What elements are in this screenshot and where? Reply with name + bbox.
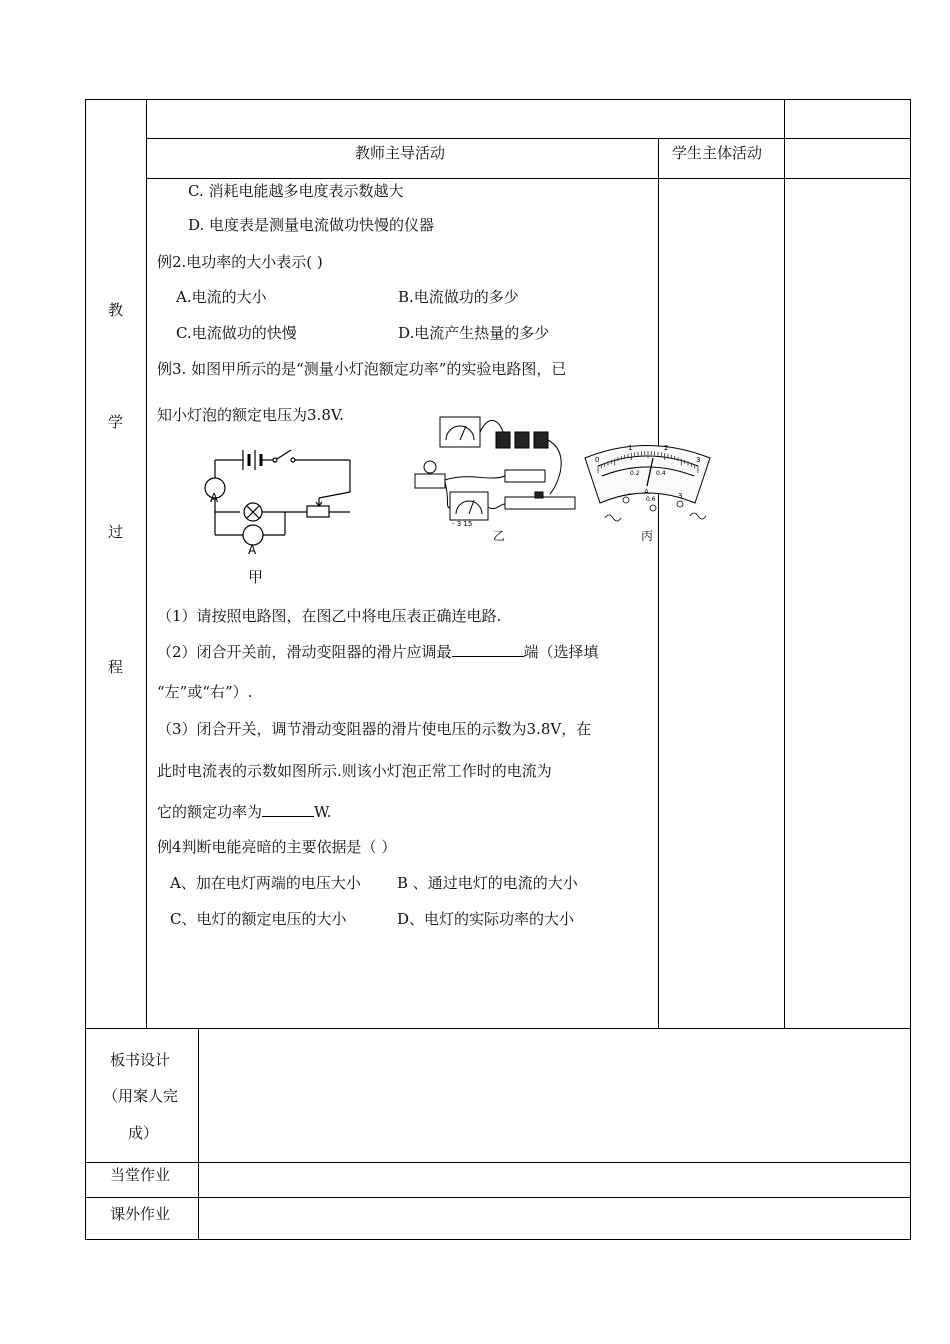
example3-question-line2: 知小灯泡的额定电压为3.8V.: [157, 406, 344, 424]
table-top-border: [85, 99, 911, 100]
student-activity-header: 学生主体活动: [672, 144, 763, 162]
example4-option-c: C、电灯的额定电压的大小: [170, 910, 347, 928]
terminal-label: -: [628, 490, 631, 498]
question-3-text: 它的额定功率为: [157, 803, 263, 821]
board-design-sub: （用案人完: [103, 1087, 179, 1105]
section-label-char: 程: [108, 658, 124, 676]
board-bottom: [85, 1162, 911, 1163]
section-label-char: 学: [108, 413, 124, 431]
dial-scale-label: 3: [696, 456, 701, 464]
circuit-diagram-jia: [195, 440, 365, 560]
voltmeter-terminals: - 3 15: [452, 520, 473, 528]
question-3-line2: 此时电流表的示数如图所示.则该小灯泡正常工作时的电流为: [157, 762, 552, 780]
example2-option-d: D.电流产生热量的多少: [398, 324, 550, 342]
example4-option-a: A、加在电灯两端的电压大小: [170, 874, 361, 892]
ammeter-label: A: [210, 491, 219, 505]
dial-scale-label: 1: [628, 444, 633, 452]
terminal-label: 0.6: [646, 496, 656, 503]
example2-question: 例2.电功率的大小表示( ): [157, 253, 323, 271]
extra-col-divider: [784, 99, 785, 1029]
example4-option-b: B 、通过电灯的电流的大小: [397, 874, 578, 892]
header-bottom: [146, 178, 911, 179]
teacher-activity-header: 教师主导活动: [355, 144, 446, 162]
board-design-sub2: 成）: [128, 1124, 159, 1142]
table-bottom-border: [85, 1239, 911, 1240]
question-3-line1: （3）闭合开关，调节滑动变阻器的滑片使电压的示数为3.8V，在: [157, 720, 592, 738]
question-3-unit: W.: [314, 803, 332, 821]
label-col-divider: [146, 99, 147, 1029]
dial-sub-label: 0.4: [656, 470, 666, 477]
section-label-char: 过: [108, 523, 124, 541]
footer-label-divider: [198, 1028, 199, 1240]
example2-option-b: B.电流做功的多少: [398, 288, 519, 306]
question-3-line3: [157, 805, 332, 820]
table-left-border: [85, 99, 86, 1240]
section-label-char: 教: [108, 301, 124, 319]
question-2-line1: [157, 645, 599, 660]
ammeter-label: A: [248, 543, 257, 557]
dial-scale-label: 0: [595, 456, 600, 464]
example2-option-c: C.电流做功的快慢: [176, 324, 297, 342]
answer-blank-power[interactable]: [262, 816, 314, 817]
question-1: （1）请按照电路图，在图乙中将电压表正确连电路.: [157, 607, 502, 625]
question-2-tail: 端（选择填: [523, 643, 599, 661]
figure-label-bing: 丙: [641, 529, 654, 543]
question-2-text: （2）闭合开关前，滑动变阻器的滑片应调最: [157, 643, 452, 661]
option-c-line: C. 消耗电能越多电度表示数越大: [188, 182, 404, 200]
answer-blank-end[interactable]: [452, 656, 524, 657]
dial-scale-label: 2: [664, 444, 669, 452]
terminal-label: 3: [678, 492, 683, 500]
dial-sub-label: 0.2: [630, 470, 640, 477]
figure-label-jia: 甲: [248, 568, 264, 586]
example3-question-line1: 例3. 如图甲所示的是“测量小灯泡额定功率”的实验电路图，已: [157, 360, 567, 378]
option-d-line: D. 电度表是测量电流做功快慢的仪器: [188, 216, 435, 234]
example2-option-a: A.电流的大小: [176, 288, 267, 306]
example4-question: 例4判断电能亮暗的主要依据是（ ）: [157, 838, 397, 856]
question-2-line2: “左”或“右”）.: [157, 683, 253, 701]
header-divider: [146, 138, 911, 139]
dial-unit-label: A: [644, 488, 649, 496]
board-design-label: 板书设计: [110, 1051, 171, 1069]
apparatus-diagram-yi: [410, 412, 590, 527]
figure-label-yi: 乙: [493, 529, 506, 543]
student-col-divider: [658, 138, 659, 1029]
ammeter-dial-bing: [580, 428, 715, 523]
main-bottom: [85, 1028, 911, 1029]
table-right-border: [910, 99, 911, 1240]
homework-label: 课外作业: [110, 1205, 171, 1223]
example4-option-d: D、电灯的实际功率的大小: [397, 910, 575, 928]
classwork-label: 当堂作业: [110, 1166, 171, 1184]
classwork-bottom: [85, 1197, 911, 1198]
